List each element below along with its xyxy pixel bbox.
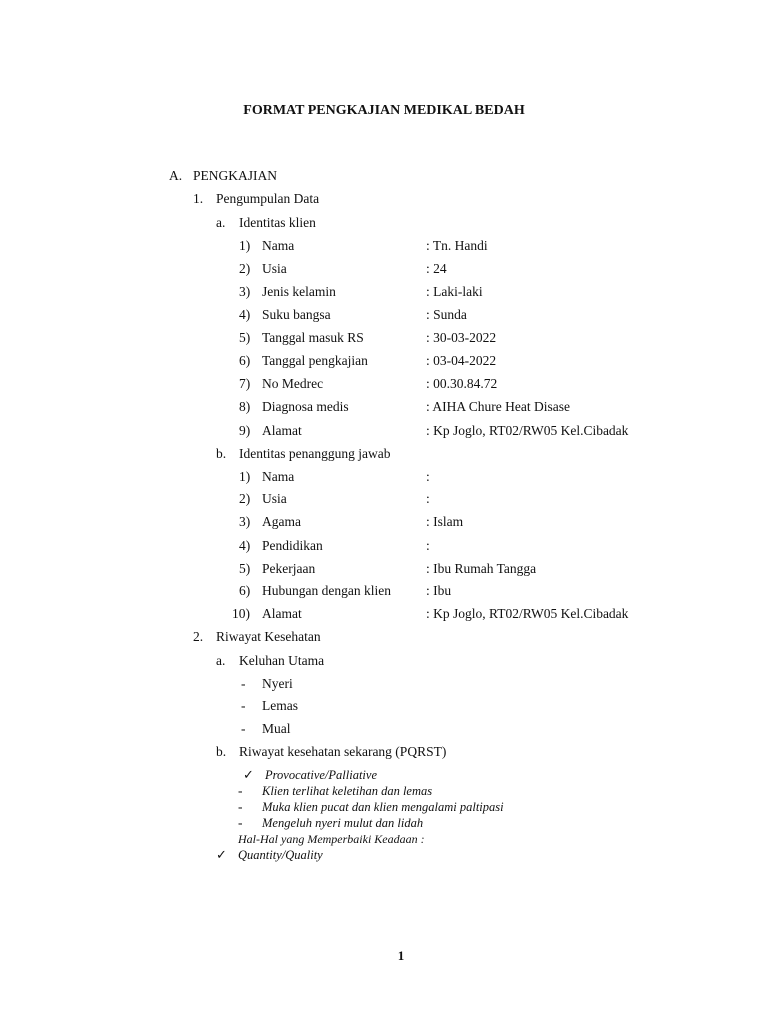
row-number: 6) (239, 353, 251, 368)
field-value: : (426, 538, 430, 553)
row-number: 2) (239, 491, 251, 506)
pqrst-quantity: Quantity/Quality (238, 848, 323, 862)
list-item: Muka klien pucat dan klien mengalami paltipasi (262, 800, 504, 814)
list-dash: - (241, 676, 246, 691)
row-number: 5) (239, 561, 251, 576)
field-label: Suku bangsa (262, 307, 331, 322)
field-label: Hubungan dengan klien (262, 583, 391, 598)
field-value: : Ibu Rumah Tangga (426, 561, 537, 576)
row-number: 6) (239, 583, 251, 598)
field-value: : Laki-laki (426, 284, 483, 299)
row-number: 4) (239, 307, 251, 322)
field-label: Usia (262, 491, 287, 506)
row-number: 10) (232, 606, 250, 621)
row-number: 9) (239, 423, 251, 438)
row-number: 8) (239, 399, 251, 414)
part1-marker: 1. (193, 191, 204, 206)
field-label: Agama (262, 514, 301, 529)
list-item: Mengeluh nyeri mulut dan lidah (262, 816, 424, 830)
field-value: : 03-04-2022 (426, 353, 497, 368)
row-number: 7) (239, 376, 251, 391)
keluhan-utama-marker: a. (216, 653, 226, 668)
field-label: Alamat (262, 606, 302, 621)
checkmark-icon: ✓ (216, 847, 227, 862)
section-heading: PENGKAJIAN (193, 168, 277, 183)
row-number: 1) (239, 469, 251, 484)
keluhan-utama-heading: Keluhan Utama (239, 653, 325, 668)
row-number: 5) (239, 330, 251, 345)
field-label: Usia (262, 261, 287, 276)
field-value: : 24 (426, 261, 447, 276)
field-label: Jenis kelamin (262, 284, 336, 299)
field-value: : Tn. Handi (426, 238, 488, 253)
list-item: Klien terlihat keletihan dan lemas (262, 784, 433, 798)
field-value: : 30-03-2022 (426, 330, 497, 345)
field-label: Tanggal masuk RS (262, 330, 364, 345)
field-value: : 00.30.84.72 (426, 376, 498, 391)
note-text: Hal-Hal yang Memperbaiki Keadaan : (238, 832, 425, 846)
field-value: : Kp Joglo, RT02/RW05 Kel.Cibadak (426, 606, 629, 621)
list-item: Mual (262, 721, 291, 736)
field-value: : (426, 491, 430, 506)
list-dash: - (241, 721, 246, 736)
row-number: 1) (239, 238, 251, 253)
list-item: Nyeri (262, 676, 293, 691)
pqrst-provocative: Provocative/Palliative (265, 768, 377, 782)
page-title: FORMAT PENGKAJIAN MEDIKAL BEDAH (243, 103, 525, 118)
part1-heading: Pengumpulan Data (216, 191, 320, 206)
field-label: Alamat (262, 423, 302, 438)
section-marker: A. (169, 168, 183, 183)
row-number: 4) (239, 538, 251, 553)
field-value: : AIHA Chure Heat Disase (426, 399, 570, 414)
field-value: : Islam (426, 514, 464, 529)
part2-heading: Riwayat Kesehatan (216, 629, 321, 644)
identitas-klien-heading: Identitas klien (239, 215, 316, 230)
field-label: Nama (262, 469, 295, 484)
list-dash: - (241, 698, 246, 713)
field-value: : (426, 469, 430, 484)
riwayat-sekarang-heading: Riwayat kesehatan sekarang (PQRST) (239, 744, 447, 759)
checkmark-icon: ✓ (243, 767, 254, 782)
field-label: Pendidikan (262, 538, 323, 553)
row-number: 3) (239, 514, 251, 529)
riwayat-sekarang-marker: b. (216, 744, 227, 759)
list-dash: - (238, 815, 243, 830)
identitas-klien-marker: a. (216, 215, 226, 230)
field-label: Tanggal pengkajian (262, 353, 368, 368)
row-number: 2) (239, 261, 251, 276)
field-value: : Ibu (426, 583, 452, 598)
row-number: 3) (239, 284, 251, 299)
list-dash: - (238, 799, 243, 814)
list-item: Lemas (262, 698, 298, 713)
field-label: Diagnosa medis (262, 399, 349, 414)
list-dash: - (238, 783, 243, 798)
identitas-penanggung-marker: b. (216, 446, 227, 461)
field-value: : Kp Joglo, RT02/RW05 Kel.Cibadak (426, 423, 629, 438)
field-label: Pekerjaan (262, 561, 316, 576)
part2-marker: 2. (193, 629, 204, 644)
field-label: Nama (262, 238, 295, 253)
field-label: No Medrec (262, 376, 324, 391)
page-number: 1 (397, 948, 405, 963)
identitas-penanggung-heading: Identitas penanggung jawab (239, 446, 391, 461)
field-value: : Sunda (426, 307, 467, 322)
